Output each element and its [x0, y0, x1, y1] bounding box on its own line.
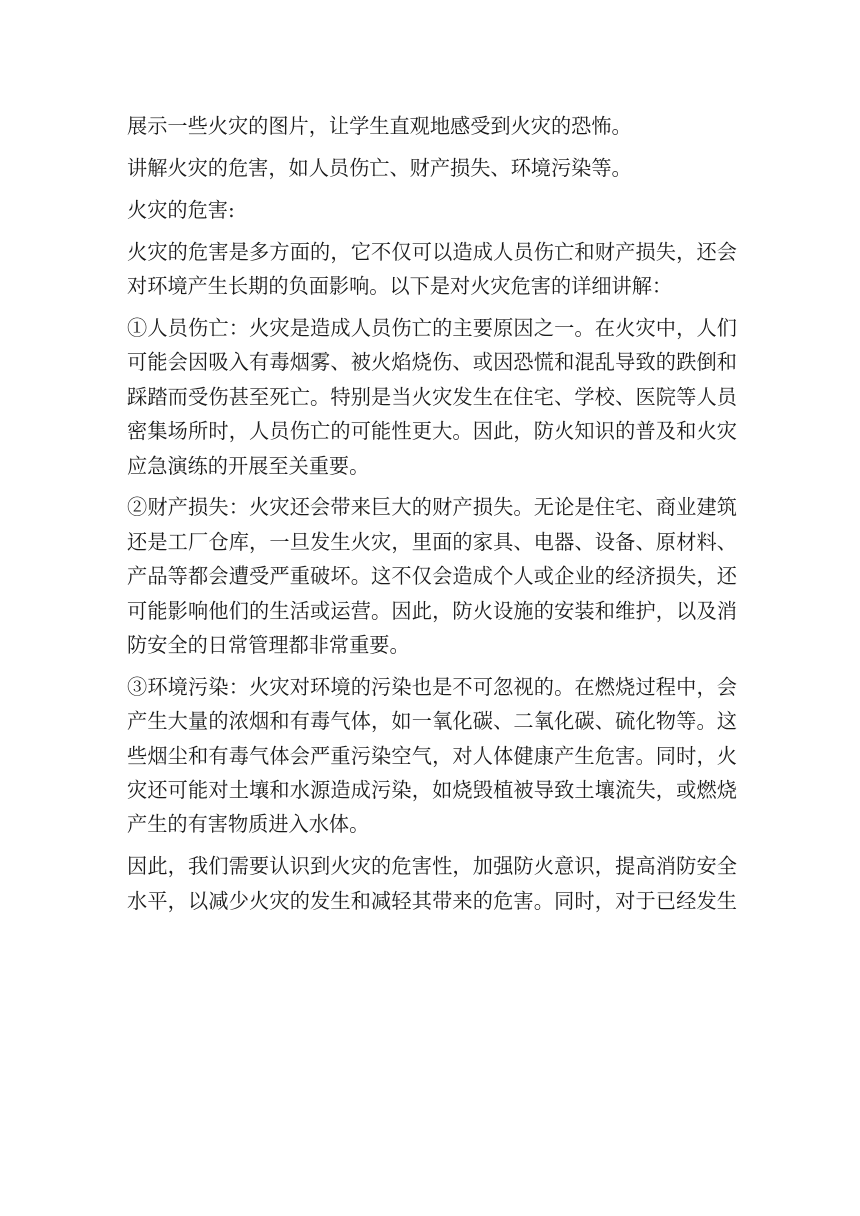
paragraph-line: 因此，我们需要认识到火灾的危害性，加强防火意识，提高消防安全	[127, 854, 737, 879]
paragraph-line: 可能会因吸入有毒烟雾、被火焰烧伤、或因恐慌和混乱导致的跌倒和	[127, 350, 737, 375]
paragraph-property-loss	[127, 490, 737, 662]
paragraph-line: 水平，以减少火灾的发生和减轻其带来的危害。同时，对于已经发生	[127, 888, 737, 913]
paragraph-line: 产生的有害物质进入水体。	[127, 812, 370, 837]
paragraph-conclusion	[127, 849, 737, 918]
paragraph-environment	[127, 670, 737, 842]
paragraph-line: 防安全的日常管理都非常重要。	[127, 632, 410, 657]
paragraph-line: ②财产损失：火灾还会带来巨大的财产损失。无论是住宅、商业建筑	[127, 495, 737, 520]
paragraph-line: 产生大量的浓烟和有毒气体，如一氧化碳、二氧化碳、硫化物等。这	[127, 709, 737, 734]
paragraph-line: ①人员伤亡：火灾是造成人员伤亡的主要原因之一。在火灾中，人们	[127, 315, 737, 340]
paragraph-line: 些烟尘和有毒气体会严重污染空气，对人体健康产生危害。同时，火	[127, 743, 737, 768]
paragraph-overview	[127, 235, 737, 304]
section-heading: 火灾的危害:	[127, 197, 235, 222]
paragraph-line: ③环境污染：火灾对环境的污染也是不可忽视的。在燃烧过程中，会	[127, 674, 737, 699]
paragraph-line: 对环境产生长期的负面影响。以下是对火灾危害的详细讲解：	[127, 274, 673, 299]
intro-line: 展示一些火灾的图片，让学生直观地感受到火灾的恐怖。	[127, 114, 632, 138]
paragraph-line: 可能影响他们的生活或运营。因此，防火设施的安装和维护，以及消	[127, 598, 737, 623]
paragraph-line: 产品等都会遭受严重破坏。这不仅会造成个人或企业的经济损失，还	[127, 564, 737, 589]
paragraph-line: 灾还可能对土壤和水源造成污染，如烧毁植被导致土壤流失，或燃烧	[127, 778, 737, 803]
paragraph-line: 火灾的危害是多方面的，它不仅可以造成人员伤亡和财产损失，还会	[127, 239, 737, 264]
paragraph-line: 应急演练的开展至关重要。	[127, 453, 370, 478]
intro-line: 讲解火灾的危害，如人员伤亡、财产损失、环境污染等。	[127, 155, 632, 180]
paragraph-line: 还是工厂仓库，一旦发生火灾，里面的家具、电器、设备、原材料、	[127, 529, 737, 554]
paragraph-line: 密集场所时，人员伤亡的可能性更大。因此，防火知识的普及和火灾	[127, 419, 737, 444]
document-body	[127, 109, 737, 918]
paragraph-line: 踩踏而受伤甚至死亡。特别是当火灾发生在住宅、学校、医院等人员	[127, 384, 737, 409]
paragraph-casualties	[127, 311, 737, 483]
